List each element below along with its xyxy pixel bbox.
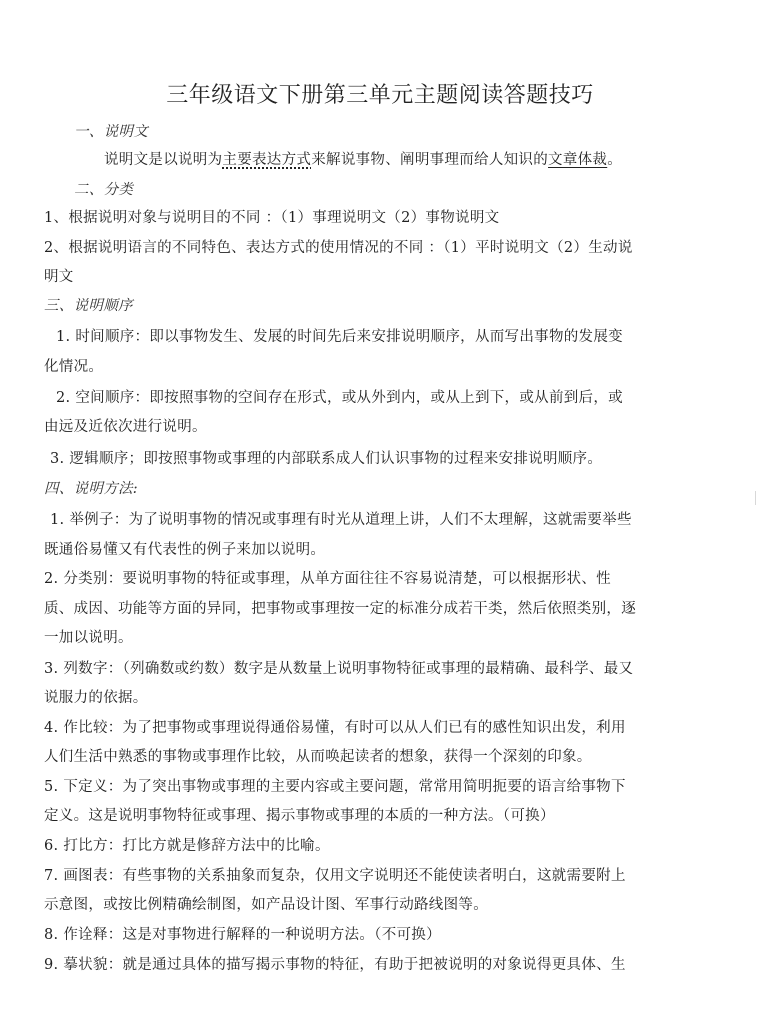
method-8: 8. 作诠释：这是对事物进行解释的一种说明方法。（不可换） — [44, 927, 441, 943]
method-3-cont: 说服力的依据。 — [44, 690, 148, 706]
order-item-1: 1. 时间顺序：即以事物发生、发展的时间先后来安排说明顺序，从而写出事物的发展变 — [56, 329, 623, 345]
method-6: 6. 打比方：打比方就是修辞方法中的比喻。 — [44, 838, 330, 854]
document-title: 三年级语文下册第三单元主题阅读答题技巧 — [166, 83, 594, 108]
method-4: 4. 作比较：为了把事物或事理说得通俗易懂，有时可以从人们已有的感性知识出发，利用 — [44, 720, 626, 736]
definition-text: 来解说事物、阐明事理而给人知识的 — [311, 152, 549, 168]
classification-item-1: 1、根据说明对象与说明目的不同 ：（1）事理说明文（2）事物说明文 — [44, 210, 500, 226]
page-edge-mark — [755, 491, 756, 505]
period: 。 — [607, 152, 623, 168]
method-7: 7. 画图表：有些事物的关系抽象而复杂，仅用文字说明还不能使读者明白，这就需要附上 — [44, 868, 626, 884]
method-5: 5. 下定义：为了突出事物或事理的主要内容或主要问题，常常用简明扼要的语言给事物下 — [44, 779, 626, 795]
expository-definition — [104, 148, 622, 169]
method-1-cont: 既通俗易懂又有代表性的例子来加以说明。 — [44, 542, 326, 558]
classification-item-2: 2、根据说明语言的不同特色、表达方式的使用情况的不同 ：（1）平时说明文（2）生动说 — [44, 240, 633, 256]
method-1: 1. 举例子：为了说明事物的情况或事理有时光从道理上讲，人们不太理解，这就需要举些 — [50, 512, 632, 528]
order-item-2: 2. 空间顺序：即按照事物的空间存在形式，或从外到内，或从上到下，或从前到后，或 — [56, 390, 623, 406]
order-item-1-cont: 化情况。 — [44, 359, 104, 375]
method-5-cont: 定义。这是说明事物特征或事理、揭示事物或事理的本质的一种方法。（可换） — [44, 808, 555, 824]
section-heading-classification: 二、分类 — [74, 182, 134, 198]
method-7-cont: 示意图，或按比例精确绘制图，如产品设计图、军事行动路线图等。 — [44, 897, 488, 913]
method-3: 3. 列数字：（列确数或约数）数字是从数量上说明事物特征或事理的最精确、最科学、最又 — [44, 661, 634, 677]
classification-item-2-cont: 明文 — [44, 269, 74, 285]
section-heading-expository: 一、说明文 — [74, 124, 148, 140]
section-heading-methods: 四、说明方法: — [44, 481, 138, 497]
order-item-2-cont: 由远及近依次进行说明。 — [44, 419, 207, 435]
method-9: 9. 摹状貌：就是通过具体的描写揭示事物的特征，有助于把被说明的对象说得更具体、生 — [44, 957, 626, 973]
order-item-3: 3. 逻辑顺序；即按照事物或事理的内部联系成人们认识事物的过程来安排说明顺序。 — [50, 451, 603, 467]
method-2-cont2: 一加以说明。 — [44, 630, 133, 646]
method-4-cont: 人们生活中熟悉的事物或事理作比较，从而唤起读者的想象，获得一个深刻的印象。 — [44, 749, 592, 765]
method-2-cont: 质、成因、功能等方面的异同，把事物或事理按一定的标准分成若干类，然后依照类别，逐 — [44, 601, 636, 617]
definition-text: 说明文是以说明为 — [104, 152, 223, 168]
section-heading-order: 三、说明顺序 — [44, 298, 133, 314]
emphasis-genre: 文章体裁 — [548, 152, 608, 168]
emphasis-main-expression: 主要表达方式 — [222, 152, 312, 168]
method-2: 2. 分类别：要说明事物的特征或事理，从单方面往往不容易说清楚，可以根据形状、性 — [44, 571, 611, 587]
